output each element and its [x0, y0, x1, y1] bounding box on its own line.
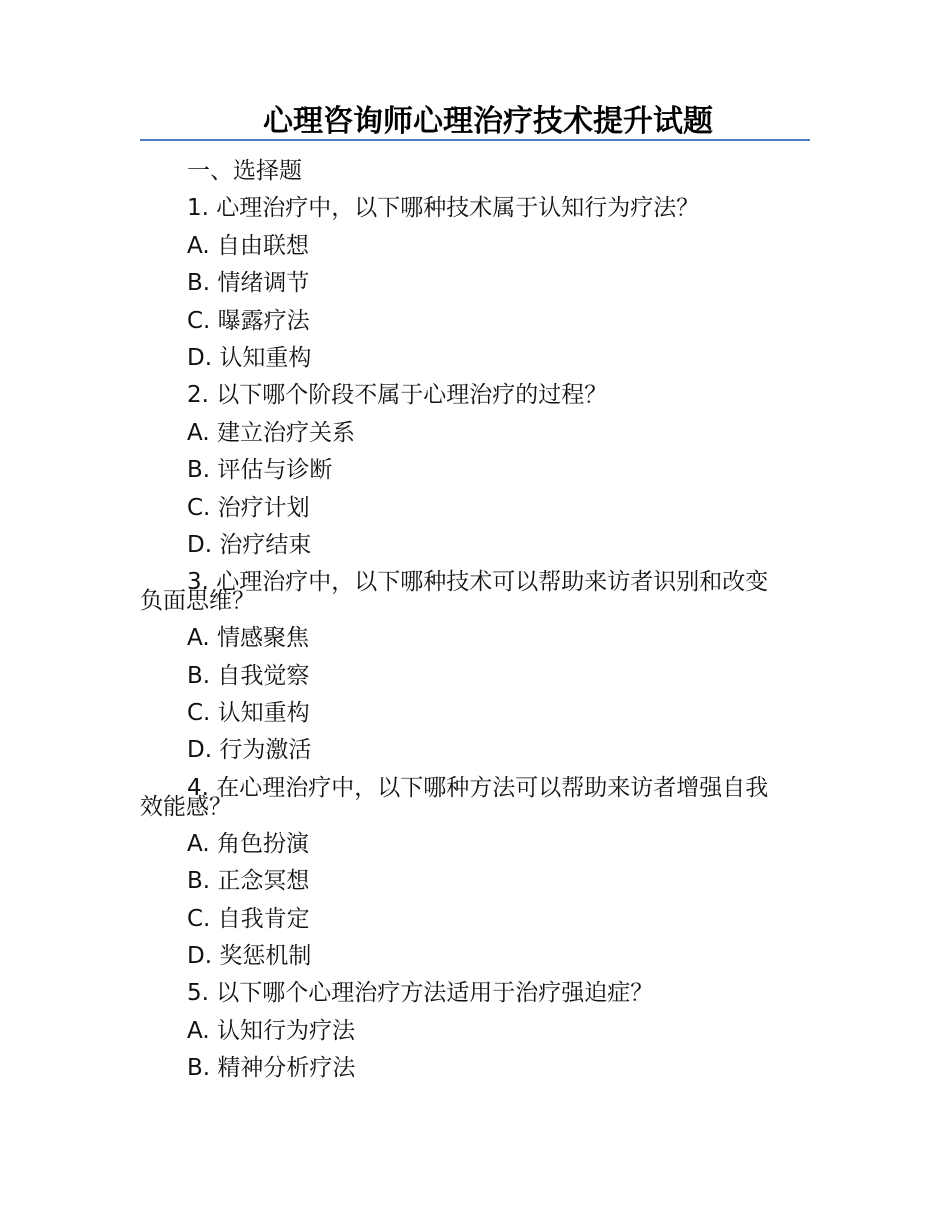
answer-option: D. 奖惩机制 [187, 943, 312, 970]
question-text-line1: 3. 心理治疗中，以下哪种技术可以帮助来访者识别和改变 [187, 569, 769, 596]
answer-option: C. 自我肯定 [187, 905, 310, 932]
answer-option: B. 正念冥想 [187, 868, 310, 895]
section-heading: 一、选择题 [187, 158, 302, 184]
answer-option: A. 认知行为疗法 [187, 1017, 355, 1044]
question-text-line1: 4. 在心理治疗中，以下哪种方法可以帮助来访者增强自我 [187, 774, 769, 801]
answer-option: C. 曝露疗法 [187, 307, 310, 334]
answer-option: B. 评估与诊断 [187, 457, 333, 484]
answer-option: D. 行为激活 [187, 737, 312, 764]
question-text: 5. 以下哪个心理治疗方法适用于治疗强迫症？ [187, 980, 654, 1007]
answer-option: C. 认知重构 [187, 700, 310, 727]
answer-option: D. 认知重构 [187, 344, 312, 371]
answer-option: A. 自由联想 [187, 232, 309, 259]
answer-option: A. 情感聚焦 [187, 625, 309, 652]
document-title: 心理咨询师心理治疗技术提升试题 [263, 104, 713, 139]
answer-option: B. 情绪调节 [187, 270, 310, 297]
question-list [140, 153, 810, 1088]
answer-option: A. 建立治疗关系 [187, 419, 355, 446]
question-text-wrapped [140, 564, 810, 620]
answer-option: C. 治疗计划 [187, 494, 310, 521]
question-text-line2: 效能感？ [140, 793, 232, 820]
answer-option: A. 角色扮演 [187, 830, 309, 857]
question-text: 1. 心理治疗中，以下哪种技术属于认知行为疗法？ [187, 195, 700, 222]
answer-option: B. 精神分析疗法 [187, 1055, 356, 1082]
question-text-line2: 负面思维？ [140, 588, 255, 615]
question-text: 2. 以下哪个阶段不属于心理治疗的过程？ [187, 382, 608, 409]
answer-option: B. 自我觉察 [187, 662, 310, 689]
answer-option: D. 治疗结束 [187, 531, 312, 558]
title-underline [140, 139, 810, 141]
question-text-wrapped [140, 770, 810, 826]
